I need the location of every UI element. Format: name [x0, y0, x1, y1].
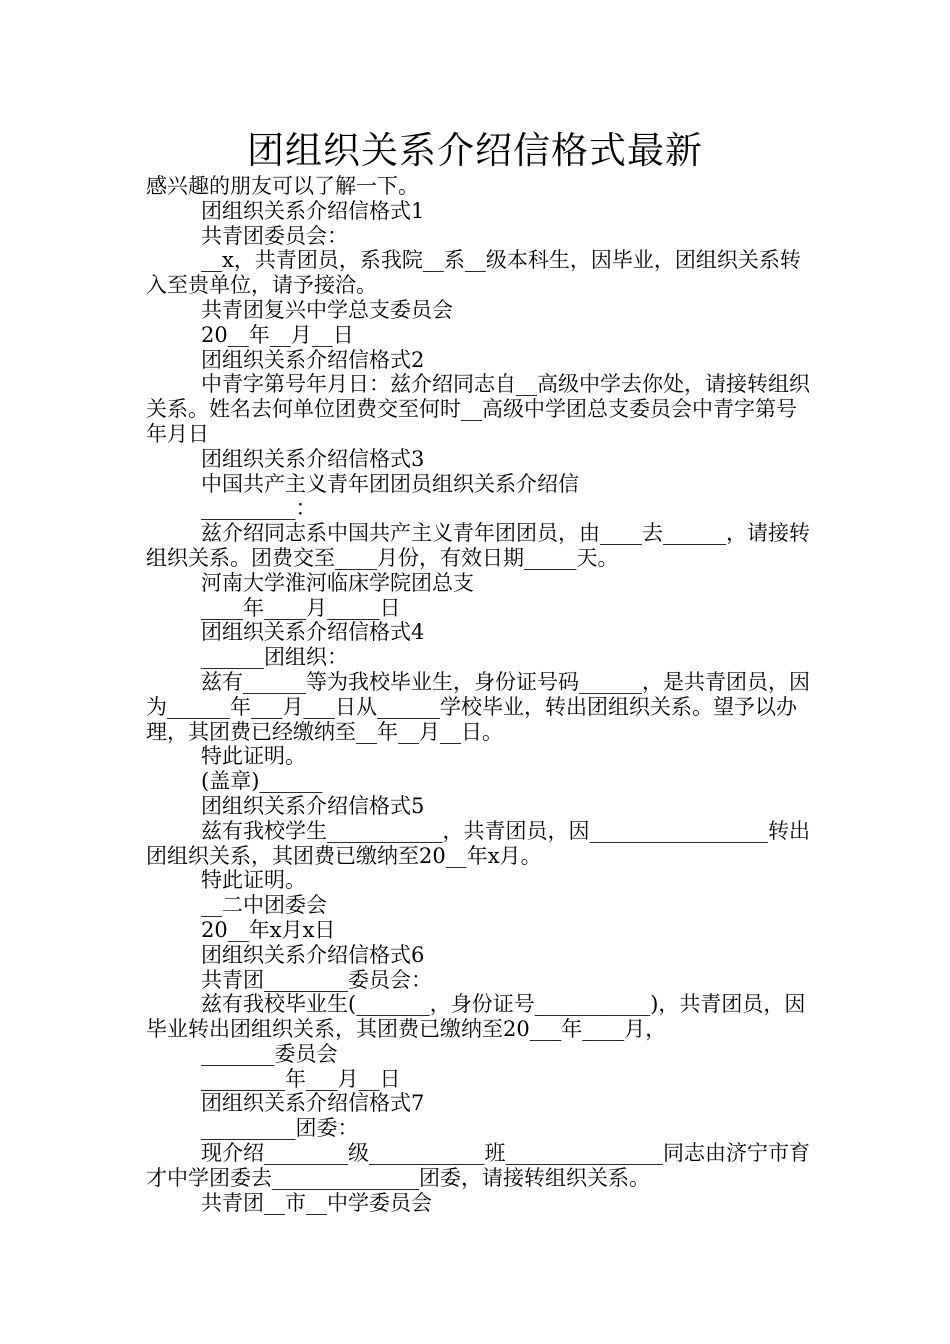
paragraph: 共青团复兴中学总支委员会	[201, 297, 453, 322]
paragraph: 团组织关系介绍信格式2	[201, 347, 425, 372]
paragraph: 共青团__市__中学委员会	[201, 1190, 432, 1215]
paragraph: 团组织关系介绍信格式7	[201, 1091, 425, 1116]
paragraph: 兹介绍同志系中国共产主义青年团团员，由____去______，请接转组织关系。团费交至____月份，有效日期_____天。	[146, 521, 810, 570]
paragraph: 团组织关系介绍信格式3	[201, 446, 425, 471]
paragraph: __x，共青团员，系我院__系__级本科生，因毕业，团组织关系转入至贵单位，请予接洽。	[146, 248, 801, 298]
paragraph: _________团委：	[201, 1116, 359, 1141]
paragraph: 特此证明。	[201, 744, 306, 769]
paragraph: 兹有______等为我校毕业生，身份证号码______，是共青团员，因为______年___月___日从______学校毕业，转出团组织关系。望予以办理，其团费已经缴纳至__年__月__日。	[146, 669, 810, 744]
paragraph: (盖章)______	[201, 769, 323, 794]
paragraph: ____年____月_____日	[201, 595, 401, 620]
paragraph: 特此证明。	[201, 868, 306, 893]
paragraph: 兹有我校毕业生(_______，身份证号___________)，共青团员，因毕业转出团组织关系，其团费已缴纳至20___年____月，	[146, 992, 806, 1042]
paragraph: 20__年x月x日	[201, 917, 336, 942]
paragraph: 团组织关系介绍信格式1	[201, 198, 425, 223]
paragraph: 中国共产主义青年团团员组织关系介绍信	[201, 471, 579, 496]
paragraph: 团组织关系介绍信格式4	[201, 620, 425, 645]
paragraph: _______委员会	[201, 1041, 338, 1066]
paragraph: 感兴趣的朋友可以了解一下。	[146, 174, 419, 198]
paragraph: _________：	[201, 496, 317, 521]
document-body	[146, 174, 814, 1215]
document-title: 团组织关系介绍信格式最新	[247, 129, 703, 172]
paragraph: 河南大学淮河临床学院团总支	[201, 570, 474, 595]
paragraph: 团组织关系介绍信格式6	[201, 942, 425, 967]
paragraph: 20__年__月__日	[201, 322, 354, 347]
paragraph: 共青团委员会：	[201, 223, 348, 248]
paragraph: 现介绍________级___________班_______________同志由济宁市育才中学团委去______________团委，请接转组织关系。	[146, 1141, 810, 1190]
paragraph: ________年___月__日	[201, 1066, 401, 1091]
paragraph: __二中团委会	[201, 893, 327, 918]
paragraph: 中青字第号年月日：兹介绍同志自__高级中学去你处，请接转组织关系。姓名去何单位团费交至何时__高级中学团总支委员会中青字第号年月日	[146, 372, 810, 446]
paragraph: 团组织关系介绍信格式5	[201, 793, 425, 818]
paragraph: 兹有我校学生___________，共青团员，因_________________转出团组织关系，其团费已缴纳至20__年x月。	[146, 818, 810, 868]
paragraph: 共青团________委员会：	[201, 967, 432, 992]
paragraph: ______团组织：	[201, 645, 348, 670]
